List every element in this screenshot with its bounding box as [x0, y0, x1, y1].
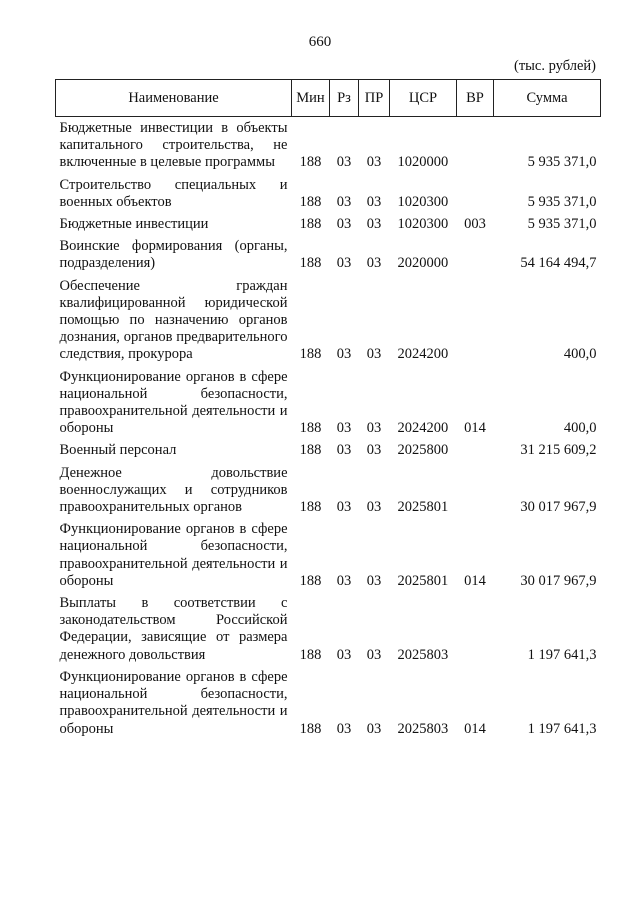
- header-sum: Сумма: [494, 80, 601, 117]
- cell-csr: 1020300: [397, 216, 449, 233]
- cell-pr: 03: [366, 499, 382, 516]
- cell-name: Функционирование органов в сфере национальной безопасности, правоохранительной деятельности и обороны: [59, 521, 288, 589]
- cell-min: 188: [299, 499, 322, 516]
- cell-min: 188: [299, 193, 322, 210]
- cell-pr: 03: [366, 193, 382, 210]
- cell-csr: 2025801: [397, 499, 449, 516]
- cell-sum: 30 017 967,9: [520, 499, 597, 516]
- cell-rz: 03: [336, 216, 352, 233]
- cell-min: 188: [299, 646, 322, 663]
- header-rz: Рз: [330, 80, 359, 117]
- cell-rz: 03: [336, 255, 352, 272]
- cell-pr: 03: [366, 442, 382, 459]
- cell-vr: [457, 275, 494, 366]
- header-vr: ВР: [457, 80, 494, 117]
- cell-csr: 2025803: [397, 720, 449, 737]
- cell-pr: 03: [366, 720, 382, 737]
- cell-min: 188: [299, 572, 322, 589]
- table-row: [56, 213, 601, 235]
- header-pr: ПР: [359, 80, 390, 117]
- cell-csr: 2020000: [397, 255, 449, 272]
- units-label: (тыс. рублей): [514, 58, 596, 74]
- cell-sum: 31 215 609,2: [520, 442, 597, 459]
- cell-rz: 03: [336, 442, 352, 459]
- cell-sum: 5 935 371,0: [527, 193, 597, 210]
- cell-sum: 400,0: [563, 346, 597, 363]
- cell-sum: 5 935 371,0: [527, 216, 597, 233]
- table-row: [56, 174, 601, 213]
- cell-pr: 03: [366, 255, 382, 272]
- cell-rz: 03: [336, 499, 352, 516]
- table-row: [56, 666, 601, 740]
- cell-csr: 2025803: [397, 646, 449, 663]
- cell-name: Функционирование органов в сфере национальной безопасности, правоохранительной деятельности и обороны: [59, 368, 288, 437]
- table-row: [56, 117, 601, 174]
- cell-rz: 03: [336, 154, 352, 171]
- cell-rz: 03: [336, 420, 352, 437]
- cell-rz: 03: [336, 720, 352, 737]
- cell-vr: [457, 592, 494, 666]
- cell-name: Воинские формирования (органы, подразделения): [59, 238, 288, 272]
- table-row: [56, 275, 601, 366]
- table-row: [56, 439, 601, 461]
- cell-name: Бюджетные инвестиции в объекты капитального строительства, не включенные в целевые программы: [59, 120, 288, 171]
- cell-sum: 1 197 641,3: [527, 646, 597, 663]
- cell-name: Строительство специальных и военных объектов: [59, 176, 288, 210]
- cell-pr: 03: [366, 346, 382, 363]
- page-number: 660: [308, 34, 332, 50]
- table-row: [56, 366, 601, 440]
- cell-csr: 1020300: [397, 193, 449, 210]
- cell-sum: 5 935 371,0: [527, 154, 597, 171]
- cell-pr: 03: [366, 572, 382, 589]
- cell-vr: [457, 235, 494, 274]
- cell-csr: 2025801: [397, 572, 449, 589]
- cell-min: 188: [299, 420, 322, 437]
- table-row: [56, 235, 601, 274]
- table-row: [56, 518, 601, 592]
- cell-csr: 2024200: [397, 420, 449, 437]
- cell-name: Обеспечение граждан квалифицированной юридической помощью по назначению органов дознания, органов предварительного следствия, прокурора: [59, 277, 288, 363]
- cell-pr: 03: [366, 646, 382, 663]
- cell-rz: 03: [336, 346, 352, 363]
- cell-min: 188: [299, 154, 322, 171]
- cell-min: 188: [299, 442, 322, 459]
- cell-name: Военный персонал: [59, 442, 177, 459]
- cell-vr: [457, 174, 494, 213]
- table-header-row: [56, 80, 601, 117]
- budget-table: [55, 79, 601, 740]
- table-row: [56, 462, 601, 519]
- cell-name: Бюджетные инвестиции: [59, 216, 209, 233]
- cell-rz: 03: [336, 193, 352, 210]
- cell-csr: 2024200: [397, 346, 449, 363]
- cell-pr: 03: [366, 216, 382, 233]
- cell-pr: 03: [366, 420, 382, 437]
- cell-vr: 003: [464, 216, 486, 233]
- cell-vr: 014: [464, 720, 486, 737]
- cell-name: Выплаты в соответствии с законодательством Российской Федерации, зависящие от размера денежного довольствия: [59, 595, 288, 663]
- cell-name: Функционирование органов в сфере национальной безопасности, правоохранительной деятельности и обороны: [59, 668, 288, 737]
- cell-csr: 1020000: [397, 154, 449, 171]
- header-name: Наименование: [56, 80, 292, 117]
- cell-name: Денежное довольствие военнослужащих и сотрудников правоохранительных органов: [59, 464, 288, 516]
- cell-min: 188: [299, 216, 322, 233]
- cell-min: 188: [299, 720, 322, 737]
- cell-pr: 03: [366, 154, 382, 171]
- table-row: [56, 592, 601, 666]
- cell-vr: [457, 462, 494, 519]
- cell-vr: 014: [464, 572, 486, 589]
- cell-vr: [457, 117, 494, 174]
- cell-sum: 400,0: [563, 420, 597, 437]
- cell-csr: 2025800: [397, 442, 449, 459]
- cell-rz: 03: [336, 572, 352, 589]
- header-min: Мин: [292, 80, 330, 117]
- cell-sum: 1 197 641,3: [527, 720, 597, 737]
- cell-vr: 014: [464, 420, 486, 437]
- cell-rz: 03: [336, 646, 352, 663]
- cell-min: 188: [299, 346, 322, 363]
- cell-vr: [457, 439, 494, 461]
- cell-sum: 30 017 967,9: [520, 572, 597, 589]
- cell-min: 188: [299, 255, 322, 272]
- cell-sum: 54 164 494,7: [520, 255, 597, 272]
- header-csr: ЦСР: [390, 80, 457, 117]
